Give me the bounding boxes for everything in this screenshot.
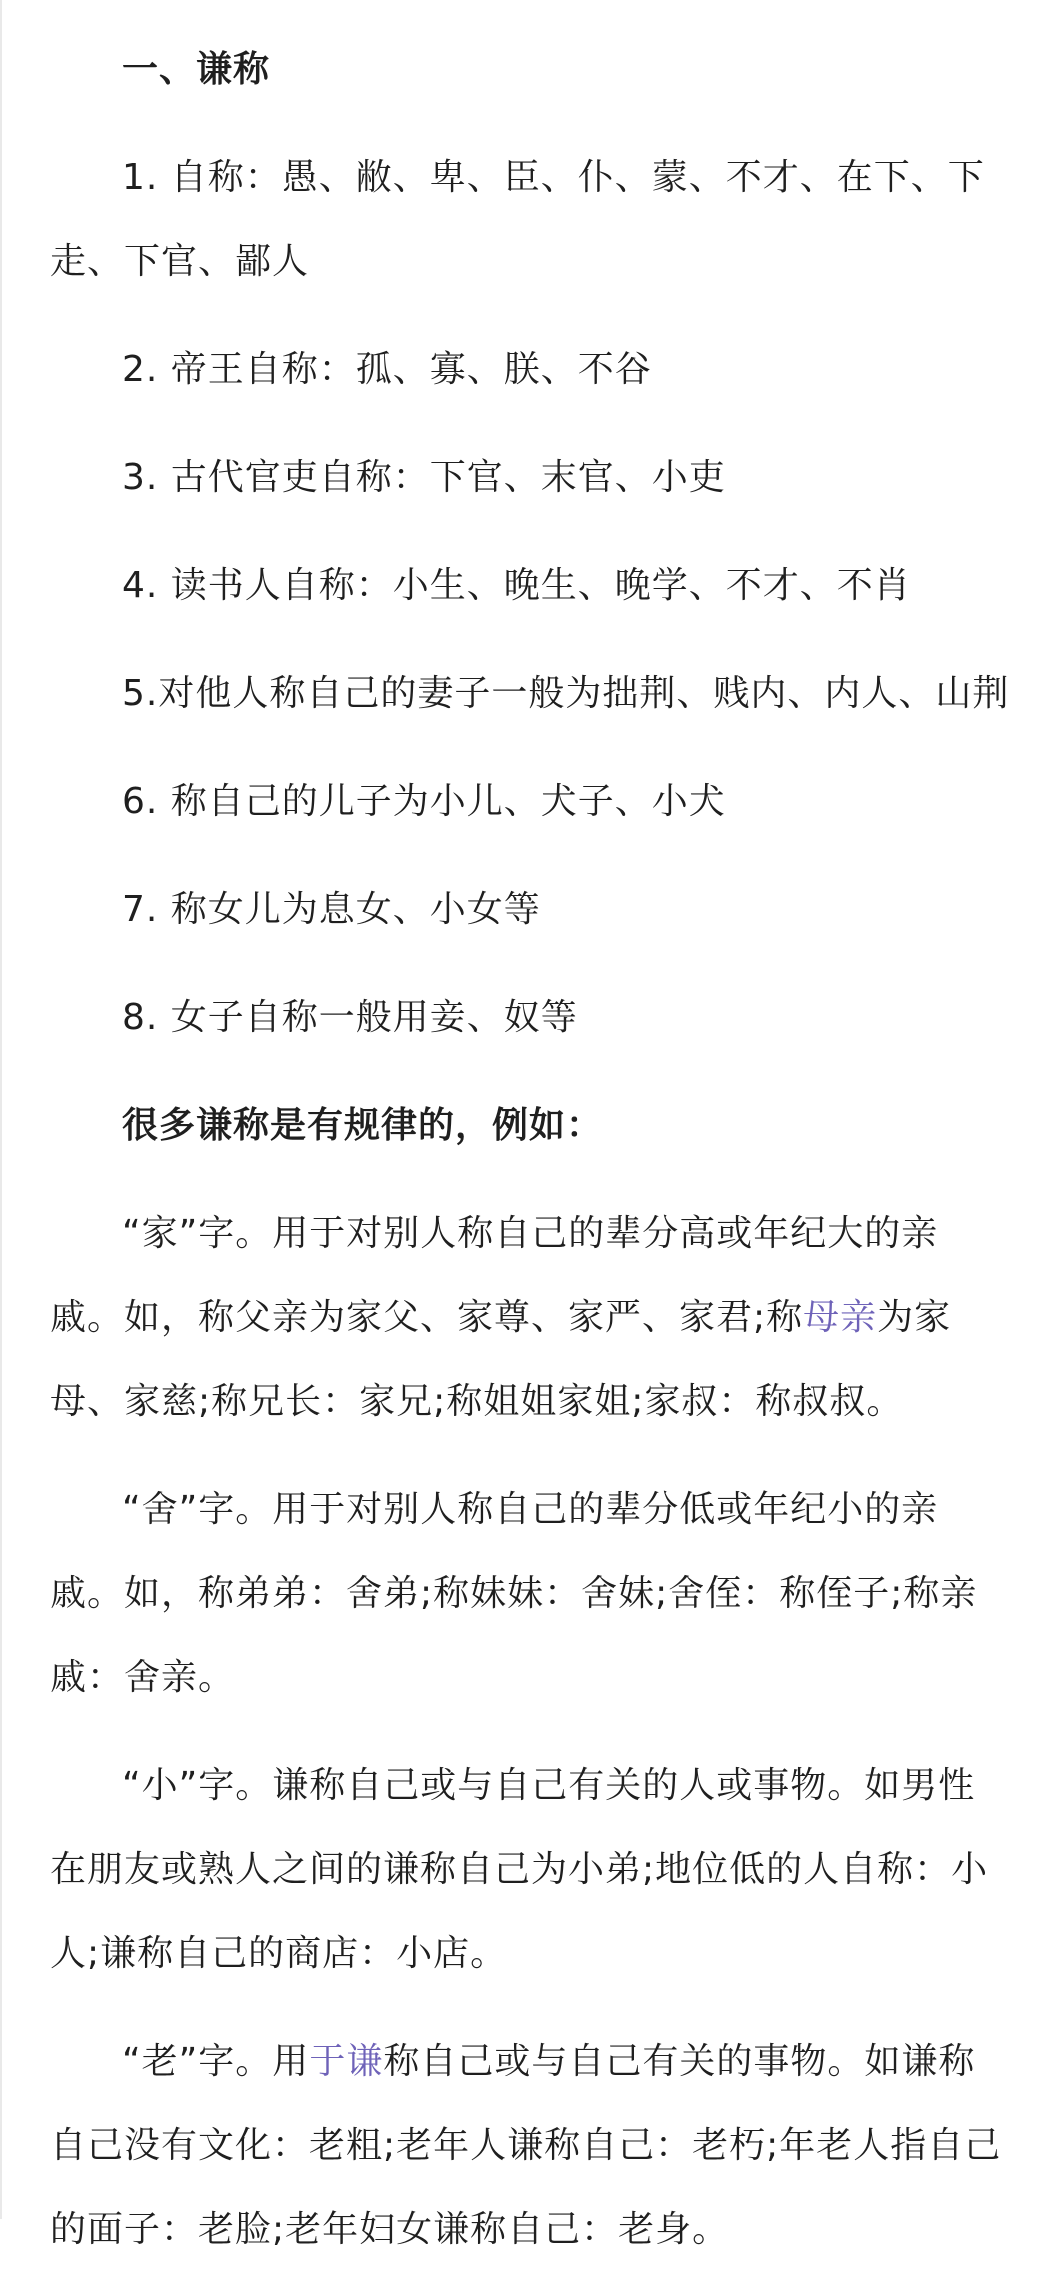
list-item: 7. 称女儿为息女、小女等 (122, 889, 541, 930)
mother-link[interactable]: 母亲 (803, 1297, 878, 1338)
paragraph-lao (50, 2020, 1010, 2272)
paragraph-text: 称自己或与自己有关的事物。如谦称自己没有文化：老粗;老年人谦称自己：老朽;年老人指自己的面子：老脸;老年妇女谦称自己：老身。 (50, 2041, 1002, 2250)
paragraph-text: “家”字。用于对别人称自己的辈分高或年纪大的亲戚。如，称父亲为家父、家尊、家严、家君;称 (50, 1213, 939, 1338)
paragraph-text: 为家母、家慈;称兄长：家兄;称姐姐家姐;家叔：称叔叔。 (50, 1297, 952, 1422)
list-item: 4. 读书人自称：小生、晚生、晚学、不才、不肖 (122, 565, 911, 606)
yuqian-link[interactable]: 于谦 (309, 2041, 384, 2082)
paragraph-jia (50, 1192, 1010, 1444)
list-item: 8. 女子自称一般用妾、奴等 (122, 997, 578, 1038)
list-item: 5.对他人称自己的妻子一般为拙荆、贱内、内人、山荆 (122, 673, 1010, 714)
paragraph-text: “老”字。用 (122, 2041, 310, 2082)
paragraph-she: “舍”字。用于对别人称自己的辈分低或年纪小的亲戚。如，称弟弟：舍弟;称妹妹：舍妹;舍侄：称侄子;称亲戚：舍亲。 (50, 1489, 978, 1698)
article-body (50, 28, 1010, 2296)
list-item: 2. 帝王自称：孤、寡、朕、不谷 (122, 349, 652, 390)
list-item: 3. 古代官吏自称：下官、末官、小吏 (122, 457, 726, 498)
rules-heading: 很多谦称是有规律的，例如： (122, 1105, 604, 1146)
list-item: 1. 自称：愚、敝、卑、臣、仆、蒙、不才、在下、下走、下官、鄙人 (50, 157, 985, 282)
section-title: 一、谦称 (122, 49, 271, 90)
list-item: 6. 称自己的儿子为小儿、犬子、小犬 (122, 781, 726, 822)
paragraph-xiao: “小”字。谦称自己或与自己有关的人或事物。如男性在朋友或熟人之间的谦称自己为小弟;地位低的人自称：小人;谦称自己的商店：小店。 (50, 1765, 989, 1974)
